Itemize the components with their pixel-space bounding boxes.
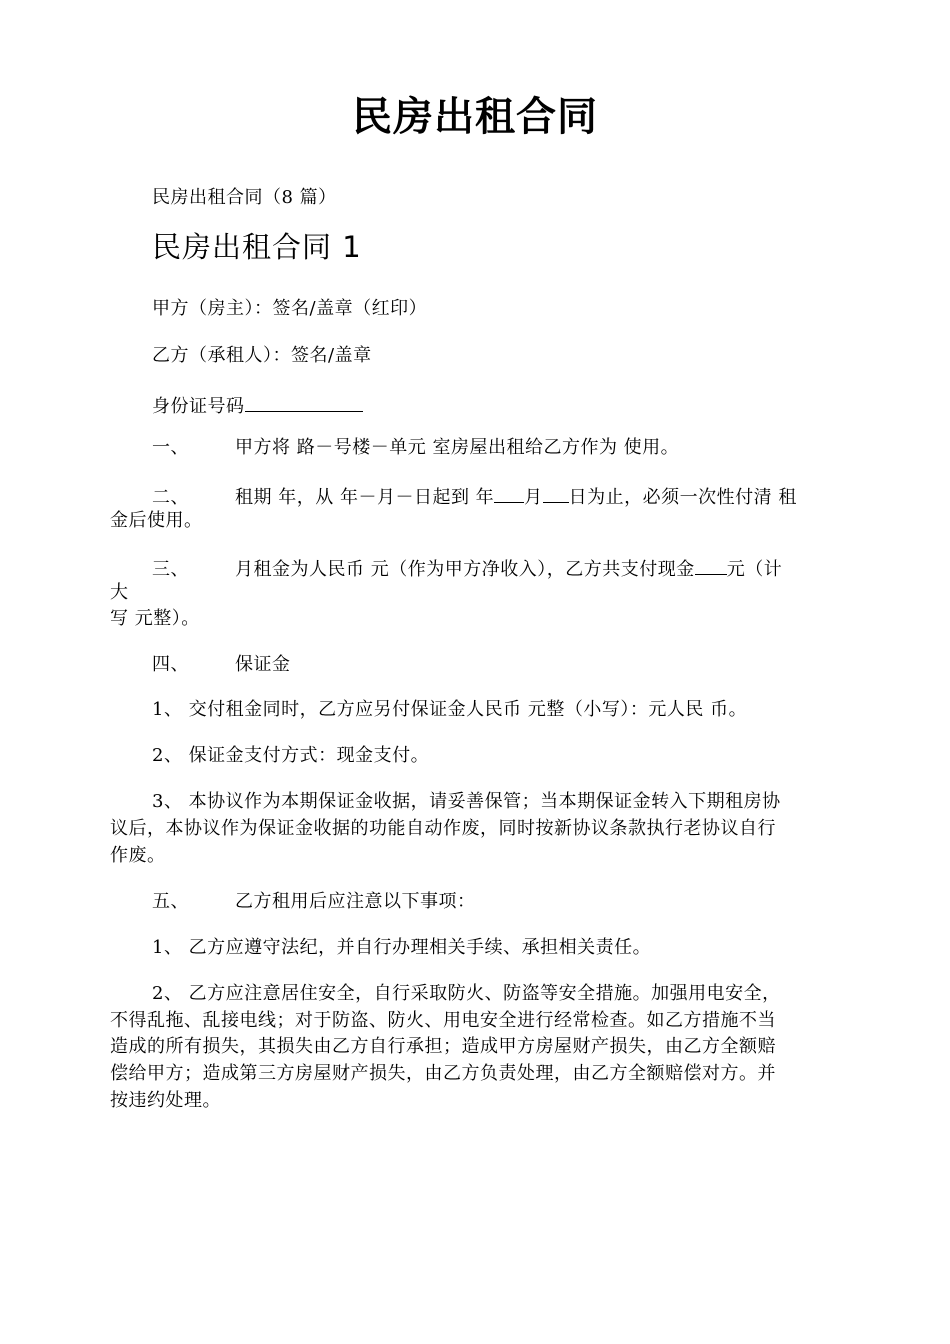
document-subtitle: 民房出租合同（8 篇）	[152, 187, 337, 208]
clause-4-item-2: 2、 保证金支付方式：现金支付。	[152, 745, 430, 766]
clause-4	[152, 654, 291, 676]
clause-5-item-2-line-1: 2、 乙方应注意居住安全，自行采取防火、防盗等安全措施。加强用电安全，	[152, 983, 781, 1004]
clause-4-item-1: 1、 交付租金同时，乙方应另付保证金人民币 元整（小写）：元人民 币。	[152, 699, 748, 720]
clause-5-item-2-line-5: 按违约处理。	[110, 1090, 221, 1111]
clause-3-text-b: 元（计	[726, 559, 783, 580]
clause-2-blank-month	[494, 484, 524, 503]
clause-3-text-a: 月租金为人民币 元（作为甲方净收入），乙方共支付现金	[235, 559, 695, 580]
clause-2-continued: 金后使用。	[110, 510, 203, 531]
clause-4-text: 保证金	[235, 654, 291, 675]
clause-4-item-3-line-1: 3、 本协议作为本期保证金收据，请妥善保管；当本期保证金转入下期租房协	[152, 791, 781, 812]
clause-3-continued-2: 写 元整）。	[110, 608, 200, 629]
clause-2-number: 二、	[152, 487, 189, 508]
clause-4-item-3-line-2: 议后，本协议作为保证金收据的功能自动作废，同时按新协议条款执行老协议自行	[110, 818, 776, 839]
clause-2-text-a: 租期 年，从 年－月－日起到 年	[235, 487, 495, 508]
clause-5	[152, 891, 476, 913]
id-number-line	[152, 393, 363, 418]
section-heading: 民房出租合同 1	[152, 230, 362, 264]
party-a-line: 甲方（房主）：签名/盖章（红印）	[152, 298, 428, 319]
clause-5-item-2-line-4: 偿给甲方；造成第三方房屋财产损失，由乙方负责处理，由乙方全额赔偿对方。并	[110, 1063, 776, 1084]
clause-2-blank-day	[543, 484, 569, 503]
id-number-blank	[245, 393, 363, 412]
id-number-label: 身份证号码	[152, 396, 245, 417]
clause-1	[152, 437, 679, 459]
clause-1-text: 甲方将 路－号楼－单元 室房屋出租给乙方作为 使用。	[235, 437, 680, 458]
document-title: 民房出租合同	[352, 94, 598, 140]
clause-5-item-1: 1、 乙方应遵守法纪，并自行办理相关手续、承担相关责任。	[152, 937, 652, 958]
clause-2	[152, 484, 797, 509]
party-b-line: 乙方（承租人）：签名/盖章	[152, 345, 372, 366]
clause-3	[152, 556, 782, 581]
clause-2-text-c: 日为止，必须一次性付清 租	[568, 487, 797, 508]
clause-5-item-2-line-2: 不得乱拖、乱接电线；对于防盗、防火、用电安全进行经常检查。如乙方措施不当	[110, 1010, 776, 1031]
clause-5-item-2-line-3: 造成的所有损失，其损失由乙方自行承担；造成甲方房屋财产损失，由乙方全额赔	[110, 1036, 776, 1057]
clause-3-blank-cash	[695, 556, 727, 575]
clause-1-number: 一、	[152, 437, 189, 458]
clause-5-number: 五、	[152, 891, 189, 912]
clause-4-item-3-line-3: 作废。	[110, 845, 166, 866]
clause-4-number: 四、	[152, 654, 189, 675]
clause-5-text: 乙方租用后应注意以下事项：	[235, 891, 476, 912]
clause-3-continued-1: 大	[110, 582, 129, 603]
clause-3-number: 三、	[152, 559, 189, 580]
clause-2-text-b: 月	[524, 487, 543, 508]
